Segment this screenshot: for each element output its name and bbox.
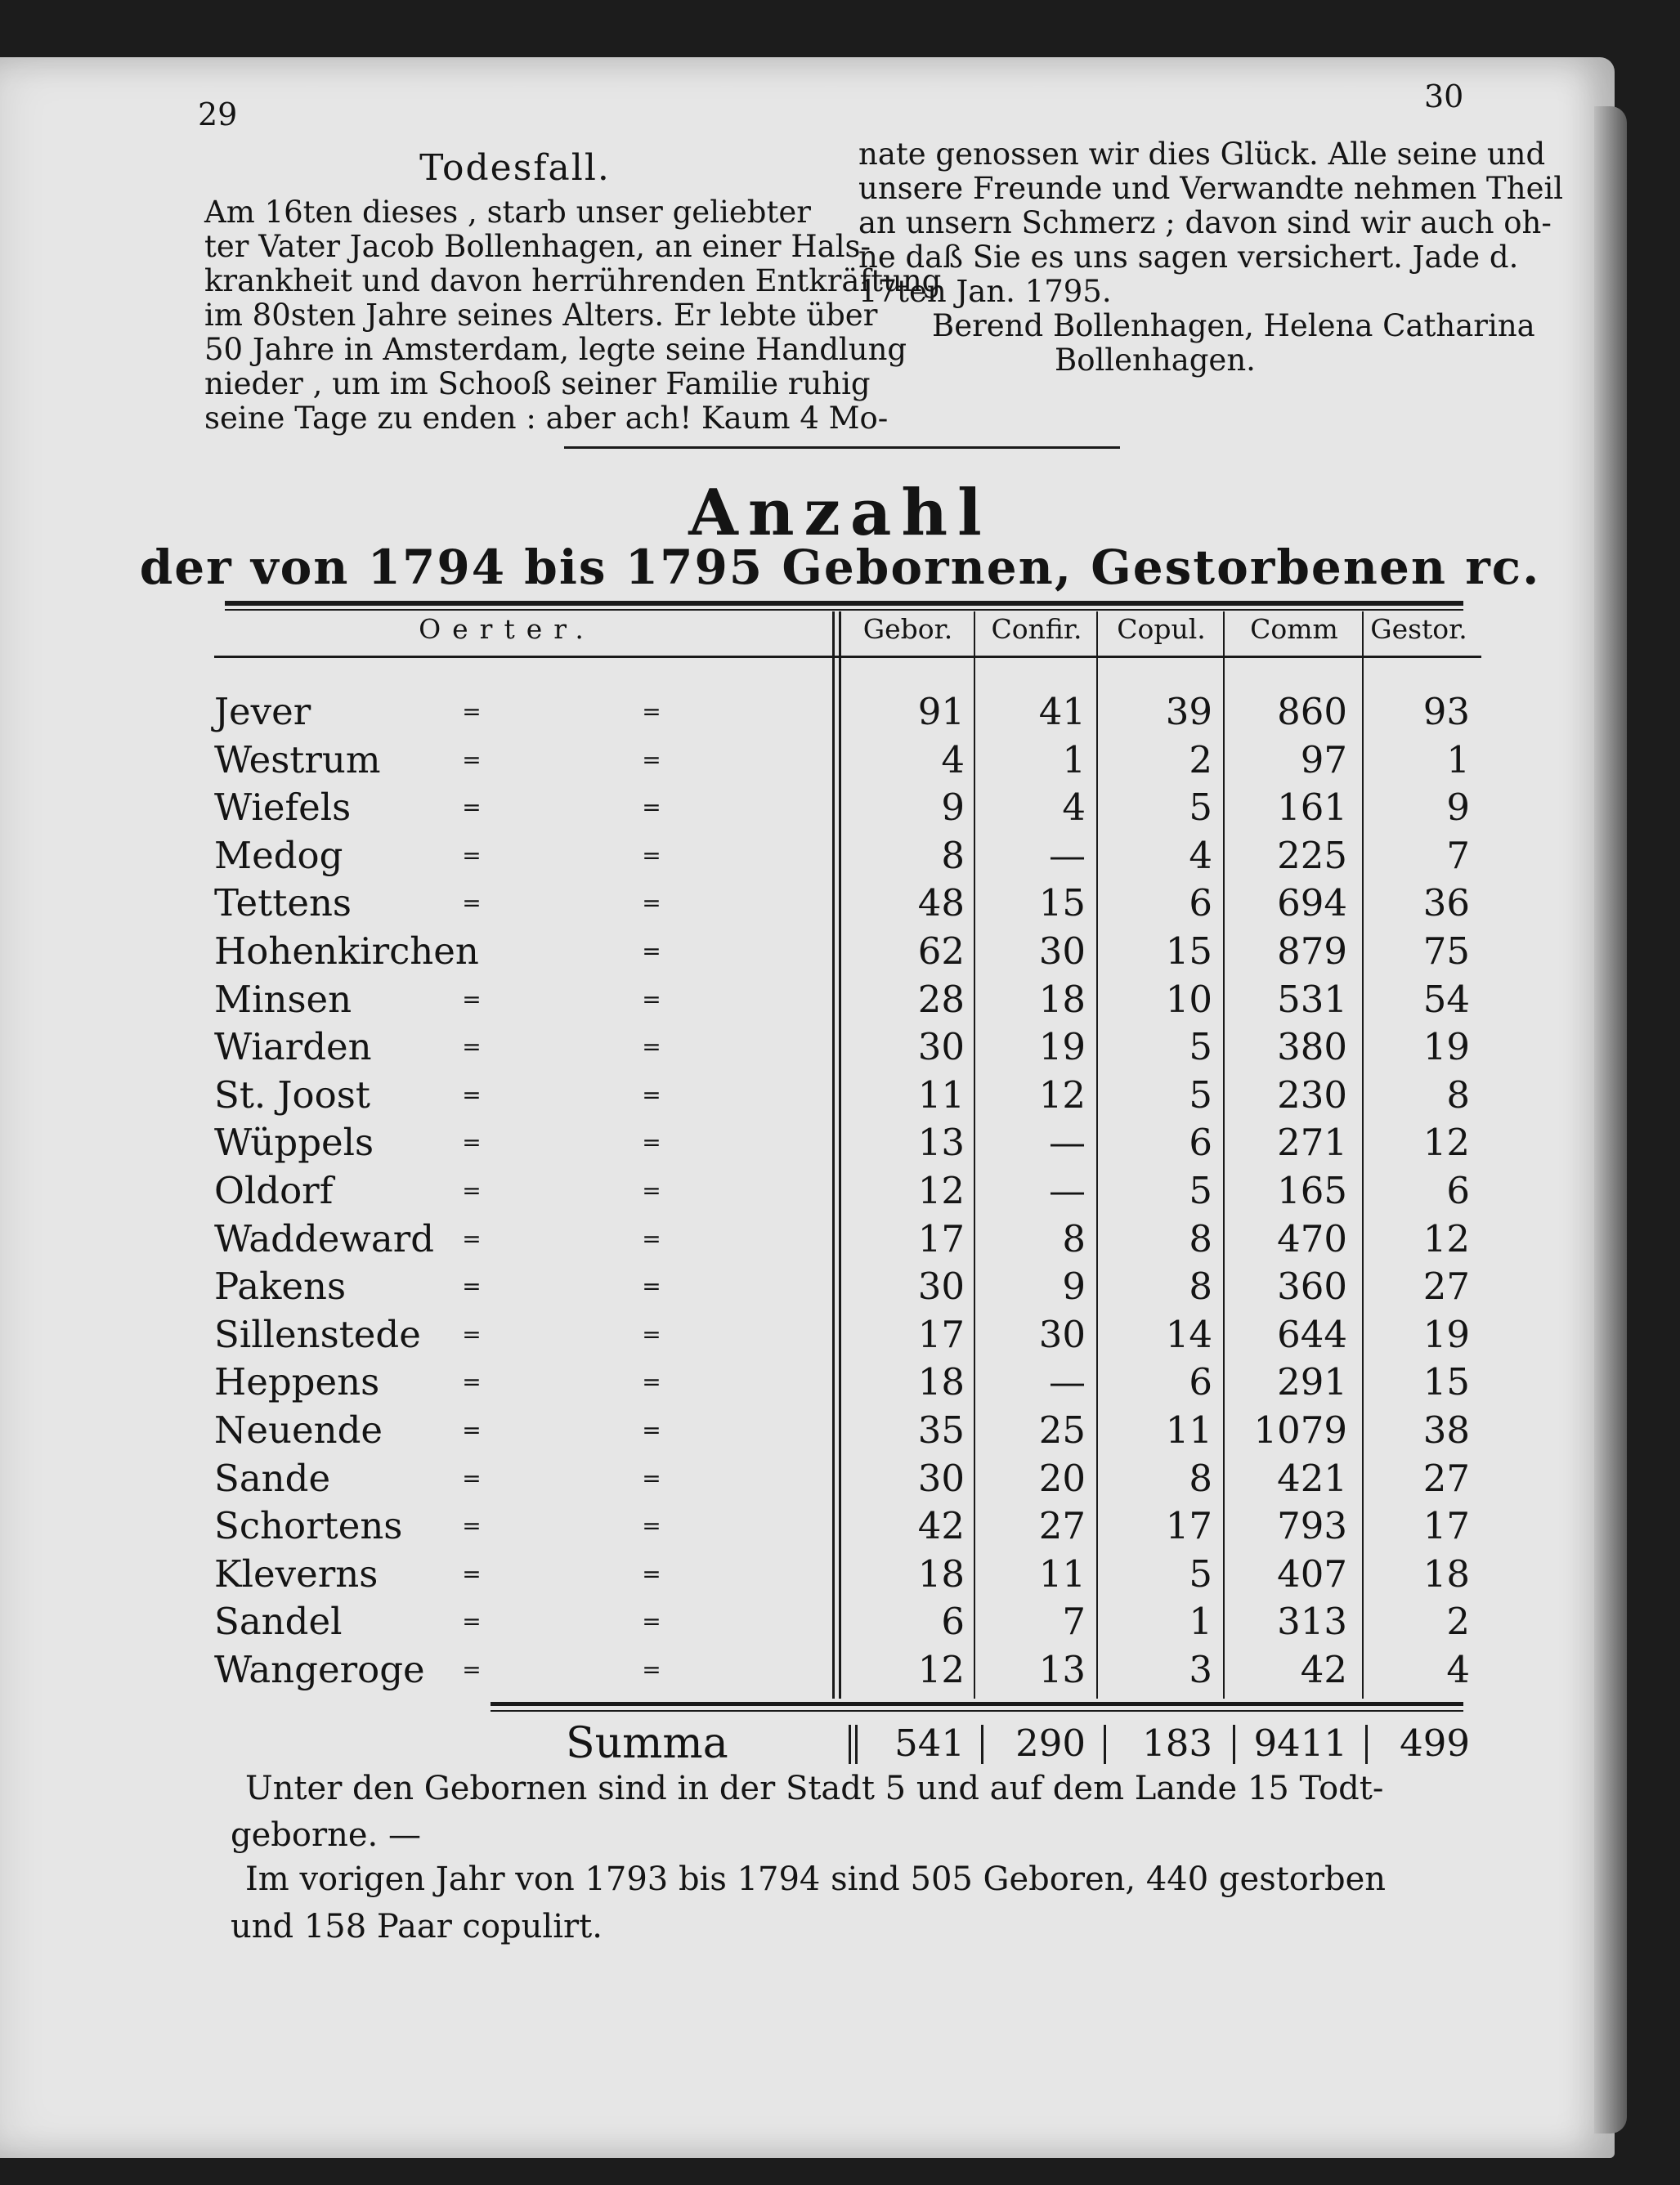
table-row	[214, 1551, 1481, 1598]
cell-comm: 694	[1277, 881, 1347, 925]
summa-label: Summa	[566, 1719, 728, 1768]
cell-gestor: 7	[1446, 833, 1470, 877]
cell-copul: 5	[1189, 1551, 1212, 1596]
ditto-mark: =	[462, 1608, 482, 1636]
ditto-mark: =	[642, 1656, 661, 1683]
ditto-mark: =	[642, 841, 661, 869]
cell-gebor: 13	[917, 1121, 965, 1165]
cell-confir: —	[1049, 1169, 1086, 1212]
notice-right-line: Berend Bollenhagen, Helena Catharina	[932, 308, 1535, 343]
cell-confir: 13	[1038, 1648, 1086, 1691]
cell-comm: 407	[1277, 1551, 1347, 1596]
cell-gebor: 35	[917, 1408, 965, 1452]
cell-copul: 6	[1189, 1121, 1212, 1165]
ditto-mark: =	[642, 938, 661, 965]
cell-gebor: 18	[917, 1551, 965, 1596]
summa-divider-2	[981, 1725, 983, 1764]
notice-left-line: nieder , um im Schooß seiner Familie ruhig	[204, 366, 871, 401]
cell-copul: 4	[1189, 833, 1212, 877]
cell-gestor: 36	[1422, 881, 1470, 925]
table-top-rule-thin	[225, 609, 1463, 611]
cell-gestor: 4	[1446, 1648, 1470, 1691]
cell-gestor: 8	[1446, 1072, 1470, 1117]
ditto-mark: =	[642, 1320, 661, 1348]
cell-comm: 313	[1277, 1600, 1347, 1644]
place-name: Sande	[214, 1456, 331, 1500]
cell-comm: 230	[1277, 1072, 1347, 1117]
summa-rule-thin	[491, 1710, 1463, 1712]
table-row	[214, 880, 1481, 927]
cell-comm: 421	[1277, 1456, 1347, 1500]
place-name: Neuende	[214, 1408, 383, 1452]
summa-divider-4	[1233, 1725, 1235, 1764]
cell-confir: 9	[1062, 1265, 1086, 1309]
table-row	[214, 1023, 1481, 1071]
page-edge	[1594, 106, 1627, 2134]
table-top-rule	[225, 601, 1463, 606]
page-number-right: 30	[1424, 78, 1464, 114]
cell-gebor: 30	[917, 1265, 965, 1309]
table-row	[214, 976, 1481, 1023]
cell-confir: 4	[1062, 786, 1086, 830]
cell-comm: 97	[1300, 737, 1347, 781]
place-name: Medog	[214, 833, 343, 877]
cell-confir: —	[1049, 1121, 1086, 1165]
cell-gestor: 19	[1422, 1025, 1470, 1069]
cell-gebor: 11	[917, 1072, 965, 1117]
cell-gebor: 6	[941, 1600, 965, 1644]
cell-copul: 2	[1189, 737, 1212, 781]
footnote-line-3: Im vorigen Jahr von 1793 bis 1794 sind 505 Geboren, 440 gestorben	[245, 1860, 1387, 1898]
header-gestor: Gestor.	[1370, 613, 1467, 645]
ditto-mark: =	[642, 1033, 661, 1061]
notice-right-line: an unsern Schmerz ; davon sind wir auch oh-	[858, 205, 1552, 240]
notice-left-line: ter Vater Jacob Bollenhagen, an einer Hals-	[204, 229, 871, 264]
ditto-mark: =	[642, 1560, 661, 1587]
ditto-mark: =	[642, 698, 661, 725]
header-confir: Confir.	[991, 613, 1082, 645]
ditto-mark: =	[462, 1656, 482, 1683]
ditto-mark: =	[642, 1177, 661, 1204]
header-copul: Copul.	[1117, 613, 1206, 645]
cell-comm: 470	[1277, 1216, 1347, 1260]
notice-left-line: Am 16ten dieses , starb unser geliebter	[204, 195, 811, 230]
ditto-mark: =	[642, 1512, 661, 1540]
notice-right-line: unsere Freunde und Verwandte nehmen Theil	[858, 171, 1564, 206]
cell-gestor: 18	[1422, 1551, 1470, 1596]
summa-copul: 183	[1142, 1722, 1212, 1765]
cell-confir: 12	[1038, 1072, 1086, 1117]
notice-left-line: im 80sten Jahre seines Alters. Er lebte über	[204, 298, 878, 333]
table-row	[214, 784, 1481, 831]
table-row	[214, 1119, 1481, 1166]
table-row	[214, 737, 1481, 784]
ditto-mark: =	[462, 1081, 482, 1108]
cell-copul: 39	[1165, 690, 1212, 733]
footnote-line-2: geborne. —	[231, 1816, 421, 1854]
cell-confir: 20	[1038, 1456, 1086, 1500]
death-notice-left-column	[204, 147, 942, 436]
ditto-mark: =	[642, 1081, 661, 1108]
cell-gestor: 27	[1422, 1456, 1470, 1500]
cell-confir: 7	[1062, 1600, 1086, 1644]
cell-gebor: 8	[941, 833, 965, 877]
cell-comm: 380	[1277, 1025, 1347, 1069]
notice-left-line: krankheit und davon herrührenden Entkräftung	[204, 263, 942, 298]
table-row	[214, 1407, 1481, 1454]
table-row	[214, 928, 1481, 975]
table-row	[214, 1167, 1481, 1215]
cell-comm: 291	[1277, 1360, 1347, 1404]
notice-right-line: ne daß Sie es uns sagen versichert. Jade d.	[858, 240, 1519, 275]
notice-left-line: seine Tage zu enden : aber ach! Kaum 4 Mo-	[204, 401, 889, 436]
cell-gestor: 54	[1422, 977, 1470, 1021]
header-bottom-rule	[214, 656, 1481, 658]
cell-confir: 8	[1062, 1216, 1086, 1260]
table-row	[214, 1598, 1481, 1645]
ditto-mark: =	[642, 794, 661, 822]
ditto-mark: =	[462, 1368, 482, 1396]
ditto-mark: =	[462, 889, 482, 917]
cell-gebor: 12	[917, 1169, 965, 1212]
ditto-mark: =	[642, 745, 661, 773]
summa-rule	[491, 1702, 1463, 1706]
ditto-mark: =	[642, 1464, 661, 1492]
cell-gestor: 6	[1446, 1169, 1470, 1212]
cell-gestor: 19	[1422, 1312, 1470, 1356]
summa-divider-1	[849, 1725, 851, 1764]
header-gebor: Gebor.	[862, 613, 953, 645]
header-comm: Comm	[1250, 613, 1338, 645]
cell-gestor: 12	[1422, 1216, 1470, 1260]
cell-comm: 860	[1277, 690, 1347, 733]
cell-gebor: 17	[917, 1216, 965, 1260]
cell-confir: 30	[1038, 929, 1086, 973]
cell-gebor: 42	[917, 1504, 965, 1548]
cell-copul: 5	[1189, 1169, 1212, 1212]
ditto-mark: =	[462, 1560, 482, 1587]
ditto-mark: =	[462, 1273, 482, 1301]
cell-confir: 27	[1038, 1504, 1086, 1548]
cell-copul: 5	[1189, 1025, 1212, 1069]
cell-gestor: 17	[1422, 1504, 1470, 1548]
cell-comm: 225	[1277, 833, 1347, 877]
ditto-mark: =	[462, 1225, 482, 1252]
table-row	[214, 1216, 1481, 1263]
cell-comm: 360	[1277, 1265, 1347, 1309]
summa-divider-1b	[855, 1725, 858, 1764]
cell-copul: 3	[1189, 1648, 1212, 1691]
summa-row	[214, 1720, 1481, 1769]
cell-gebor: 18	[917, 1360, 965, 1404]
summa-gebor: 541	[894, 1722, 965, 1765]
notice-right-line: Bollenhagen.	[1055, 343, 1256, 378]
place-name: St. Joost	[214, 1072, 370, 1117]
table-row	[214, 832, 1481, 880]
cell-gebor: 48	[917, 881, 965, 925]
ditto-mark: =	[462, 698, 482, 725]
cell-gebor: 62	[917, 929, 965, 973]
cell-comm: 271	[1277, 1121, 1347, 1165]
place-name: Waddeward	[214, 1216, 435, 1260]
cell-comm: 161	[1277, 786, 1347, 830]
table-row	[214, 1646, 1481, 1694]
table-row	[214, 1455, 1481, 1502]
place-name: Kleverns	[214, 1551, 379, 1596]
cell-confir: 30	[1038, 1312, 1086, 1356]
place-name: Wangeroge	[214, 1648, 425, 1691]
place-name: Sandel	[214, 1600, 343, 1644]
place-name: Heppens	[214, 1360, 380, 1404]
cell-gestor: 93	[1422, 690, 1470, 733]
ditto-mark: =	[642, 1129, 661, 1157]
cell-confir: 1	[1062, 737, 1086, 781]
cell-gebor: 28	[917, 977, 965, 1021]
cell-copul: 1	[1189, 1600, 1212, 1644]
footnote-line-4: und 158 Paar copulirt.	[231, 1908, 603, 1945]
cell-confir: 41	[1038, 690, 1086, 733]
cell-gestor: 75	[1422, 929, 1470, 973]
ditto-mark: =	[462, 841, 482, 869]
place-name: Pakens	[214, 1265, 347, 1309]
notice-right-line: nate genossen wir dies Glück. Alle seine und	[858, 137, 1546, 172]
summa-confir: 290	[1015, 1722, 1086, 1765]
cell-gebor: 9	[941, 786, 965, 830]
summa-gestor: 499	[1400, 1722, 1470, 1765]
ditto-mark: =	[642, 1273, 661, 1301]
table-title: Anzahl	[688, 476, 992, 550]
table-row	[214, 1502, 1481, 1550]
death-notice-right-column	[858, 137, 1564, 378]
table-row	[214, 1359, 1481, 1406]
table-subtitle: der von 1794 bis 1795 Gebornen, Gestorbenen rc.	[139, 540, 1541, 595]
cell-comm: 531	[1277, 977, 1347, 1021]
ditto-mark: =	[642, 1368, 661, 1396]
cell-copul: 5	[1189, 786, 1212, 830]
cell-comm: 165	[1277, 1169, 1347, 1212]
cell-gebor: 12	[917, 1648, 965, 1691]
ditto-mark: =	[462, 745, 482, 773]
page-number-left: 29	[198, 96, 238, 132]
cell-comm: 644	[1277, 1312, 1347, 1356]
table-row	[214, 1072, 1481, 1119]
cell-copul: 8	[1189, 1265, 1212, 1309]
place-name: Hohenkirchen	[214, 929, 479, 973]
ditto-mark: =	[462, 1129, 482, 1157]
cell-comm: 879	[1277, 929, 1347, 973]
place-name: Schortens	[214, 1504, 403, 1548]
table-row	[214, 1263, 1481, 1310]
summa-comm: 9411	[1253, 1722, 1347, 1765]
ditto-mark: =	[642, 1608, 661, 1636]
summa-divider-3	[1104, 1725, 1106, 1764]
place-name: Westrum	[214, 737, 381, 781]
cell-confir: 18	[1038, 977, 1086, 1021]
notice-left-line: 50 Jahre in Amsterdam, legte seine Handlung	[204, 332, 907, 367]
cell-comm: 793	[1277, 1504, 1347, 1548]
cell-comm: 42	[1300, 1648, 1347, 1691]
footnote-line-1: Unter den Gebornen sind in der Stadt 5 und auf dem Lande 15 Todt-	[245, 1770, 1384, 1807]
place-name: Wiefels	[214, 786, 352, 830]
cell-copul: 11	[1165, 1408, 1212, 1452]
cell-confir: 19	[1038, 1025, 1086, 1069]
cell-gestor: 9	[1446, 786, 1470, 830]
notice-divider	[564, 446, 1120, 449]
table-row	[214, 688, 1481, 736]
cell-confir: 25	[1038, 1408, 1086, 1452]
notice-right-line: 17ten Jan. 1795.	[858, 274, 1112, 309]
cell-comm: 1079	[1253, 1408, 1347, 1452]
summa-divider-5	[1365, 1725, 1368, 1764]
cell-gebor: 4	[941, 737, 965, 781]
header-places: Oerter.	[419, 613, 595, 645]
cell-confir: 11	[1038, 1551, 1086, 1596]
cell-copul: 6	[1189, 881, 1212, 925]
cell-gestor: 38	[1422, 1408, 1470, 1452]
ditto-mark: =	[642, 1225, 661, 1252]
cell-copul: 6	[1189, 1360, 1212, 1404]
place-name: Wiarden	[214, 1025, 372, 1069]
ditto-mark: =	[462, 1464, 482, 1492]
notice-heading: Todesfall.	[419, 147, 611, 189]
ditto-mark: =	[642, 889, 661, 917]
ditto-mark: =	[642, 985, 661, 1013]
cell-gebor: 91	[917, 690, 965, 733]
place-name: Sillenstede	[214, 1312, 421, 1356]
cell-gestor: 12	[1422, 1121, 1470, 1165]
cell-gestor: 15	[1422, 1360, 1470, 1404]
ditto-mark: =	[462, 985, 482, 1013]
cell-gestor: 2	[1446, 1600, 1470, 1644]
ditto-mark: =	[462, 1177, 482, 1204]
ditto-mark: =	[462, 1033, 482, 1061]
place-name: Tettens	[214, 881, 352, 925]
cell-confir: —	[1049, 833, 1086, 877]
table-row	[214, 1311, 1481, 1359]
place-name: Minsen	[214, 977, 352, 1021]
cell-gebor: 30	[917, 1456, 965, 1500]
cell-copul: 10	[1165, 977, 1212, 1021]
ditto-mark: =	[642, 1417, 661, 1444]
cell-copul: 8	[1189, 1456, 1212, 1500]
place-name: Wüppels	[214, 1121, 374, 1165]
cell-copul: 14	[1165, 1312, 1212, 1356]
cell-gebor: 17	[917, 1312, 965, 1356]
cell-confir: —	[1049, 1360, 1086, 1404]
cell-confir: 15	[1038, 881, 1086, 925]
cell-copul: 8	[1189, 1216, 1212, 1260]
ditto-mark: =	[462, 1512, 482, 1540]
cell-gestor: 1	[1446, 737, 1470, 781]
ditto-mark: =	[462, 1417, 482, 1444]
cell-copul: 15	[1165, 929, 1212, 973]
cell-copul: 17	[1165, 1504, 1212, 1548]
ditto-mark: =	[462, 794, 482, 822]
ditto-mark: =	[462, 1320, 482, 1348]
cell-copul: 5	[1189, 1072, 1212, 1117]
cell-gestor: 27	[1422, 1265, 1470, 1309]
place-name: Oldorf	[214, 1169, 334, 1212]
place-name: Jever	[214, 690, 311, 733]
cell-gebor: 30	[917, 1025, 965, 1069]
